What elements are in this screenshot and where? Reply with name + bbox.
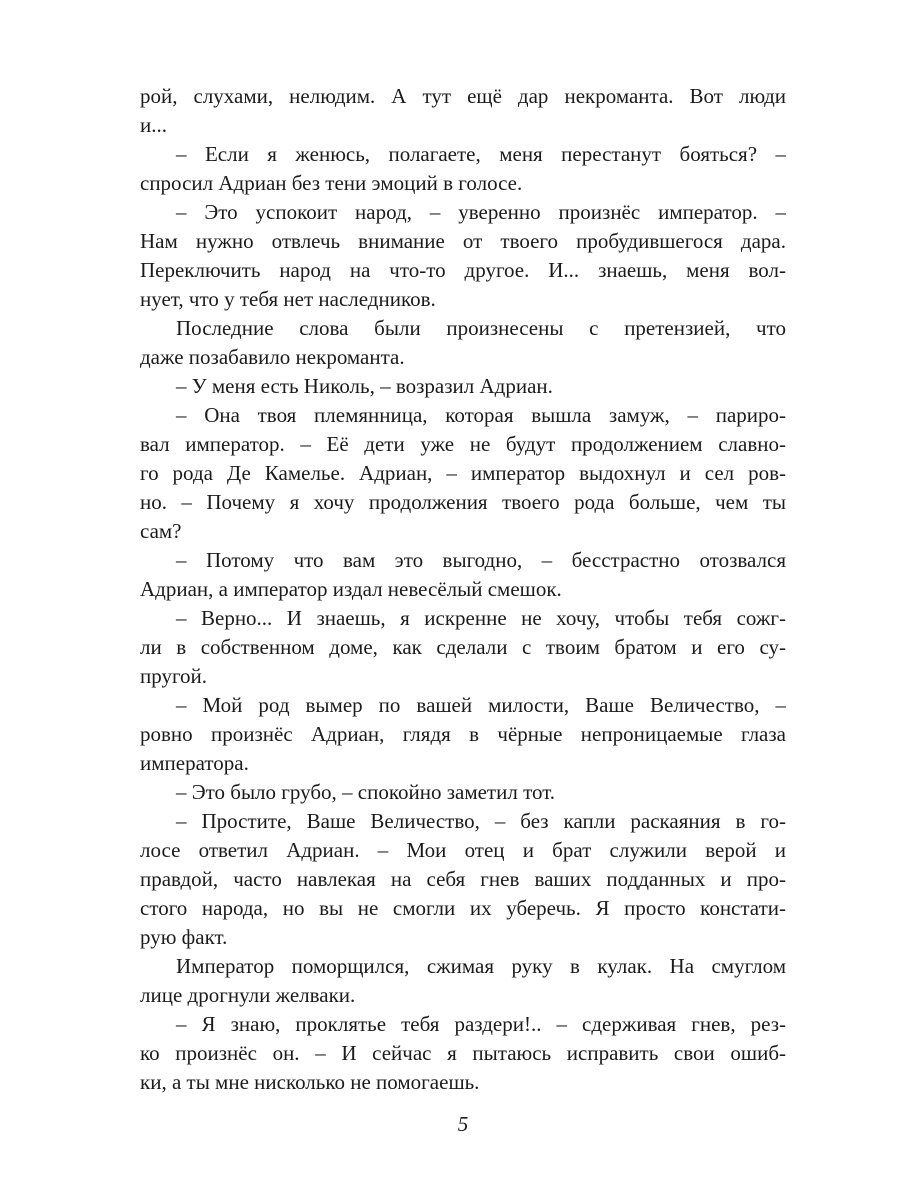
text-line: нует, что у тебя нет наследников. [140,287,436,311]
text-line: – Потому что вам это выгодно, – бесстрастно отозвался [176,548,786,572]
paragraph [140,807,786,952]
text-line: ровно произнёс Адриан, глядя в чёрные непроницаемые глаза [140,722,786,746]
text-line: – Это было грубо, – спокойно заметил тот. [176,780,556,804]
text-line: – Верно... И знаешь, я искренне не хочу, чтобы тебя сожг- [176,606,786,630]
paragraph [140,372,786,401]
text-line: – Это успокоит народ, – уверенно произнёс император. – [176,200,786,224]
paragraph [140,140,786,198]
paragraph [140,546,786,604]
paragraph [140,691,786,778]
paragraph [140,314,786,372]
text-line: Последние слова были произнесены с претензией, что [176,316,786,340]
text-line: даже позабавило некроманта. [140,345,405,369]
paragraph [140,82,786,140]
page-text [140,82,786,1097]
text-line: – Простите, Ваше Величество, – без капли раскаяния в го- [176,809,786,833]
text-line: императора. [140,751,249,775]
paragraph [140,952,786,1010]
text-line: и... [140,113,167,137]
text-line: рой, слухами, нелюдим. А тут ещё дар некроманта. Вот люди [140,84,786,108]
text-line: – Мой род вымер по вашей милости, Ваше Величество, – [176,693,786,717]
paragraph [140,778,786,807]
text-line: пругой. [140,664,208,688]
paragraph [140,198,786,314]
text-line: но. – Почему я хочу продолжения твоего рода больше, чем ты [140,490,786,514]
text-line: сам? [140,519,182,543]
text-line: Переключить народ на что-то другое. И... знаешь, меня вол- [140,258,786,282]
paragraph [140,1010,786,1097]
text-line: – Если я женюсь, полагаете, меня перестанут бояться? – [176,142,786,166]
text-line: Нам нужно отвлечь внимание от твоего пробудившегося дара. [140,229,786,253]
text-line: спросил Адриан без тени эмоций в голосе. [140,171,523,195]
text-line: стого народа, но вы не смогли их уберечь. Я просто констати- [140,896,786,920]
text-line: лице дрогнули желваки. [140,983,356,1007]
text-line: ко произнёс он. – И сейчас я пытаюсь исправить свои ошиб- [140,1041,786,1065]
text-line: го рода Де Камелье. Адриан, – император выдохнул и сел ров- [140,461,786,485]
text-line: – Она твоя племянница, которая вышла замуж, – париро- [176,403,786,427]
text-line: вал император. – Её дети уже не будут продолжением славно- [140,432,786,456]
text-line: ли в собственном доме, как сделали с твоим братом и его су- [140,635,786,659]
paragraph [140,604,786,691]
paragraph [140,401,786,546]
text-line: Император поморщился, сжимая руку в кулак. На смуглом [176,954,786,978]
text-line: – У меня есть Николь, – возразил Адриан. [176,374,553,398]
text-line: лосе ответил Адриан. – Мои отец и брат служили верой и [140,838,786,862]
text-line: ки, а ты мне нисколько не помогаешь. [140,1070,480,1094]
text-line: правдой, часто навлекая на себя гнев ваших подданных и про- [140,867,786,891]
text-line: Адриан, а император издал невесёлый смешок. [140,577,562,601]
text-line: – Я знаю, проклятье тебя раздери!.. – сдерживая гнев, рез- [176,1012,786,1036]
text-line: рую факт. [140,925,228,949]
page-number: 5 [457,1112,469,1136]
